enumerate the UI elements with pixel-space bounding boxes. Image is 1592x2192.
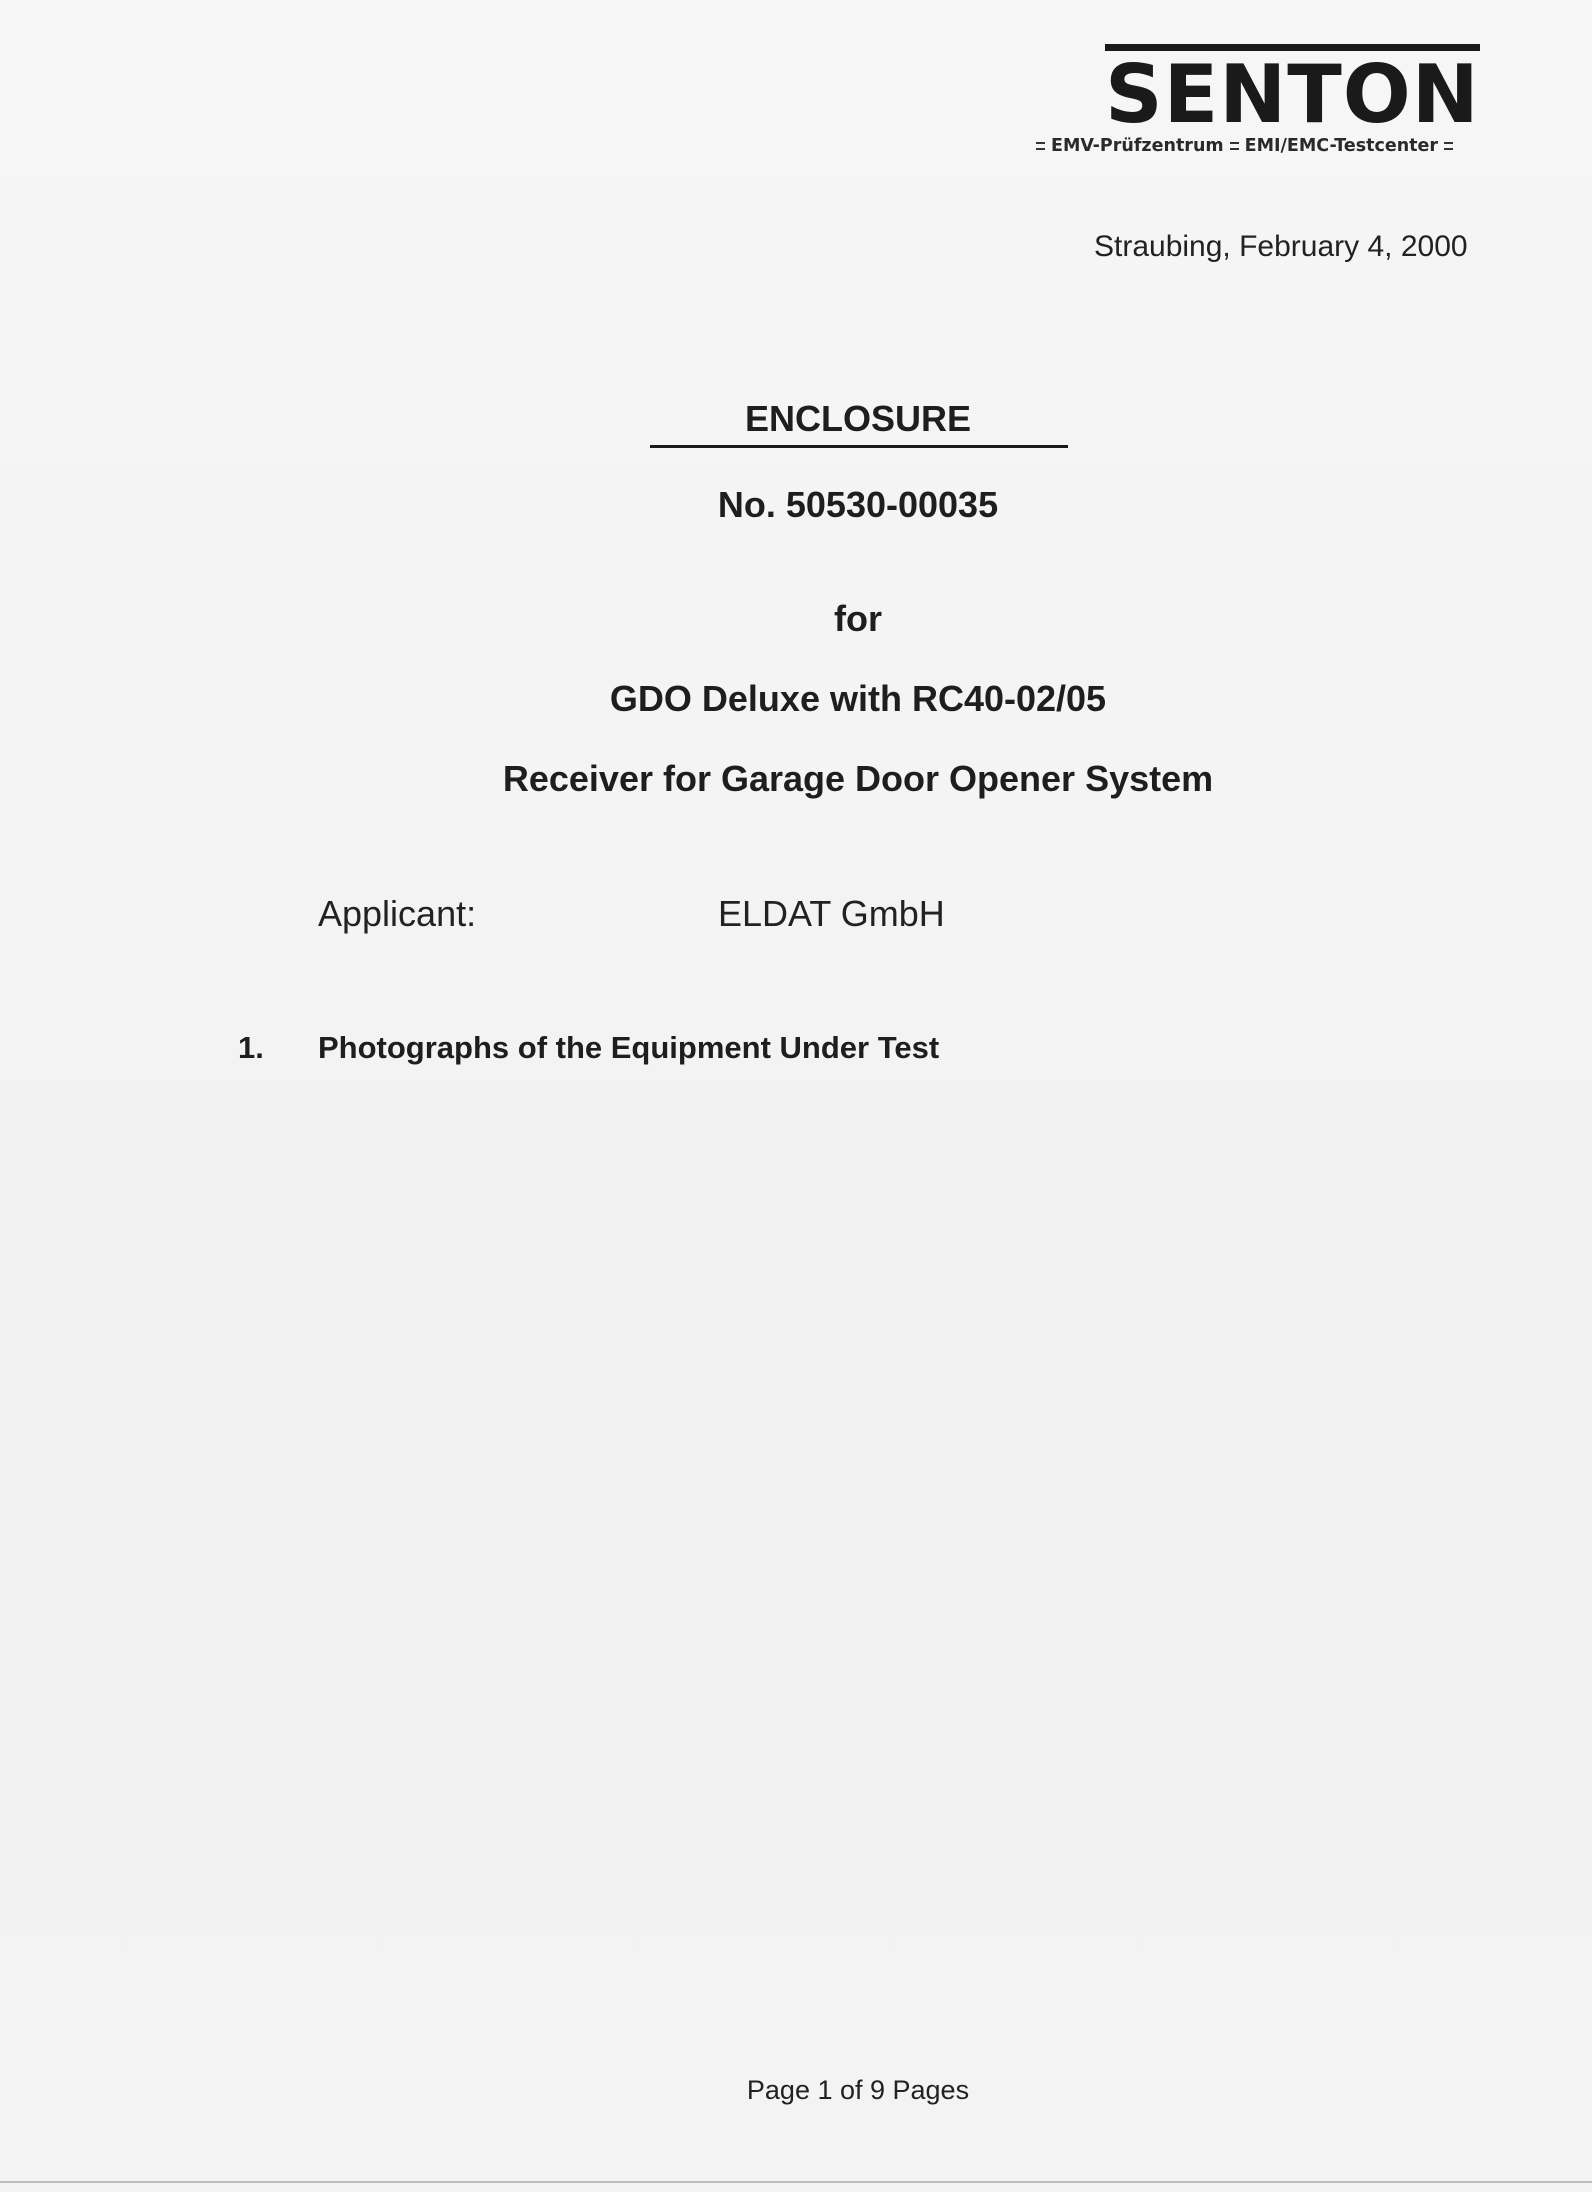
senton-logo	[1030, 44, 1500, 164]
applicant-value: ELDAT GmbH	[718, 893, 945, 934]
logo-tagline	[1030, 136, 1500, 156]
document-date: Straubing, February 4, 2000	[1094, 230, 1468, 263]
applicant-label: Applicant:	[318, 893, 477, 934]
section-number: 1.	[238, 1030, 264, 1065]
logo-wordmark: SENTON	[1105, 44, 1480, 139]
bullet-icon	[1230, 142, 1239, 150]
page-bottom-edge	[0, 2181, 1592, 2183]
tagline-part2: EMI/EMC-Testcenter	[1244, 136, 1439, 156]
page-footer: Page 1 of 9 Pages	[746, 2075, 970, 2105]
enclosure-title: ENCLOSURE	[744, 398, 972, 439]
section-title: Photographs of the Equipment Under Test	[318, 1030, 940, 1065]
tagline-part1: EMV-Prüfzentrum	[1051, 136, 1224, 156]
product-name: GDO Deluxe with RC40-02/05	[609, 678, 1107, 719]
for-label: for	[834, 598, 882, 639]
bullet-icon	[1444, 142, 1453, 150]
enclosure-number: No. 50530-00035	[717, 484, 999, 525]
title-underline	[650, 445, 1068, 448]
bullet-icon	[1036, 142, 1045, 150]
product-description: Receiver for Garage Door Opener System	[502, 758, 1214, 799]
